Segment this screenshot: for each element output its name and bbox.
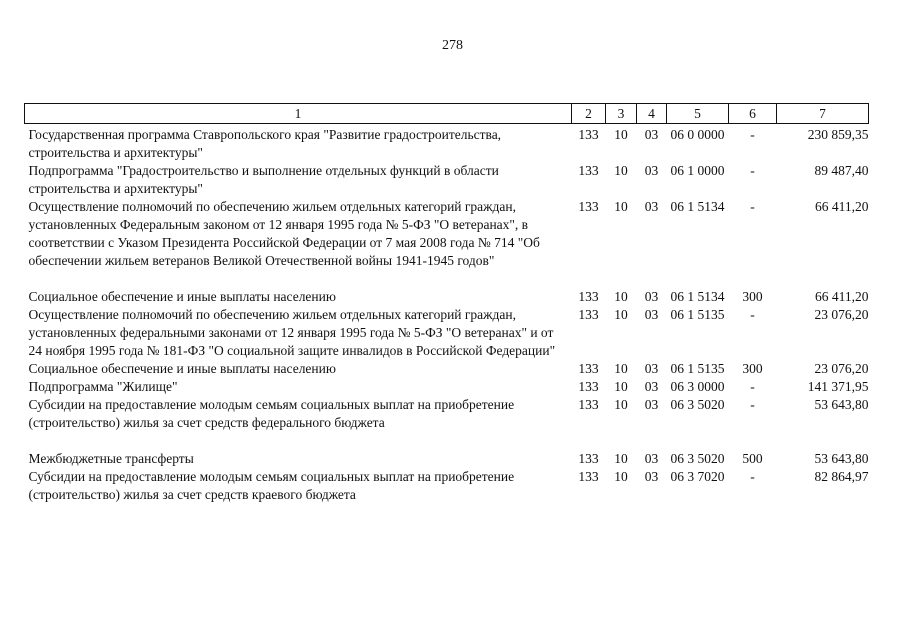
row-amount: 89 487,40 bbox=[814, 163, 869, 178]
row-code-4: 03 bbox=[644, 199, 659, 214]
row-code-2: 133 bbox=[578, 163, 599, 178]
row-code-4: 03 bbox=[644, 361, 659, 376]
row-code-6: 500 bbox=[742, 451, 763, 466]
row-code-6: 300 bbox=[742, 289, 763, 304]
row-amount: 53 643,80 bbox=[814, 451, 869, 466]
row-code-3: 10 bbox=[614, 199, 628, 214]
row-code-6: - bbox=[750, 163, 755, 178]
table-row bbox=[25, 288, 869, 306]
row-code-5: 06 3 5020 bbox=[670, 451, 725, 466]
header-col-6: 6 bbox=[729, 104, 777, 124]
row-code-3: 10 bbox=[614, 289, 628, 304]
row-code-6: - bbox=[750, 397, 755, 412]
row-code-3: 10 bbox=[614, 397, 628, 412]
row-code-3: 10 bbox=[614, 469, 628, 484]
table-row bbox=[25, 162, 869, 198]
row-code-5: 06 1 5134 bbox=[670, 199, 725, 214]
row-code-6: - bbox=[750, 127, 755, 142]
header-col-4: 4 bbox=[637, 104, 667, 124]
budget-table bbox=[24, 103, 869, 504]
row-name: Социальное обеспечение и иные выплаты населению bbox=[28, 289, 336, 304]
row-code-5: 06 3 5020 bbox=[670, 397, 725, 412]
row-code-2: 133 bbox=[578, 397, 599, 412]
row-code-4: 03 bbox=[644, 127, 659, 142]
page-number: 278 bbox=[442, 38, 463, 53]
row-code-2: 133 bbox=[578, 379, 599, 394]
row-amount: 141 371,95 bbox=[807, 379, 869, 394]
row-code-3: 10 bbox=[614, 127, 628, 142]
row-code-3: 10 bbox=[614, 379, 628, 394]
header-col-3: 3 bbox=[606, 104, 637, 124]
row-code-2: 133 bbox=[578, 451, 599, 466]
row-code-2: 133 bbox=[578, 307, 599, 322]
table-row bbox=[25, 396, 869, 450]
row-code-2: 133 bbox=[578, 127, 599, 142]
table-header-row bbox=[25, 104, 869, 124]
header-col-1: 1 bbox=[25, 104, 572, 124]
row-amount: 66 411,20 bbox=[815, 199, 869, 214]
row-code-5: 06 1 5135 bbox=[670, 361, 725, 376]
row-code-4: 03 bbox=[644, 163, 659, 178]
table-row bbox=[25, 198, 869, 288]
row-name: Субсидии на предоставление молодым семьям социальных выплат на приобретение (строительство) жилья за счет средств краевого бюджета bbox=[28, 469, 515, 502]
row-code-5: 06 1 5135 bbox=[670, 307, 725, 322]
row-name: Подпрограмма "Жилище" bbox=[28, 379, 178, 394]
row-code-6: - bbox=[750, 307, 755, 322]
table-row bbox=[25, 360, 869, 378]
row-code-6: 300 bbox=[742, 361, 763, 376]
row-code-3: 10 bbox=[614, 451, 628, 466]
row-name: Подпрограмма "Градостроительство и выполнение отдельных функций в области строительства и архитектуры" bbox=[28, 163, 499, 196]
table-row bbox=[25, 468, 869, 504]
table-row bbox=[25, 124, 869, 163]
row-code-2: 133 bbox=[578, 361, 599, 376]
row-code-4: 03 bbox=[644, 451, 659, 466]
row-amount: 66 411,20 bbox=[815, 289, 869, 304]
row-amount: 23 076,20 bbox=[814, 307, 869, 322]
row-code-5: 06 3 0000 bbox=[670, 379, 725, 394]
row-amount: 53 643,80 bbox=[814, 397, 869, 412]
row-code-6: - bbox=[750, 199, 755, 214]
row-name: Государственная программа Ставропольского края "Развитие градостроительства, строительства и архитектуры" bbox=[28, 127, 502, 160]
row-code-2: 133 bbox=[578, 199, 599, 214]
row-code-3: 10 bbox=[614, 307, 628, 322]
table-row bbox=[25, 378, 869, 396]
header-col-7: 7 bbox=[777, 104, 869, 124]
row-code-4: 03 bbox=[644, 469, 659, 484]
row-amount: 230 859,35 bbox=[807, 127, 869, 142]
row-code-5: 06 1 0000 bbox=[670, 163, 725, 178]
row-code-4: 03 bbox=[644, 397, 659, 412]
row-code-4: 03 bbox=[644, 379, 659, 394]
row-code-4: 03 bbox=[644, 289, 659, 304]
row-code-5: 06 1 5134 bbox=[670, 289, 725, 304]
row-code-6: - bbox=[750, 379, 755, 394]
row-name: Осуществление полномочий по обеспечению жильем отдельных категорий граждан, установленных федеральными законами от 12 января 1995 года № 5-ФЗ "О ветеранах" и от 24 ноября 1995 года № 181-ФЗ "О социальной защите инвалидов в Российской Федерации" bbox=[28, 307, 556, 358]
row-code-4: 03 bbox=[644, 307, 659, 322]
row-name: Социальное обеспечение и иные выплаты населению bbox=[28, 361, 336, 376]
row-name: Межбюджетные трансферты bbox=[28, 451, 194, 466]
row-code-6: - bbox=[750, 469, 755, 484]
row-amount: 82 864,97 bbox=[814, 469, 869, 484]
row-code-3: 10 bbox=[614, 163, 628, 178]
row-name: Осуществление полномочий по обеспечению жильем отдельных категорий граждан, установленных Федеральным законом от 12 января 1995 года № 5-ФЗ "О ветеранах", в соответствии с Указом Президента Российской Федерации от 7 мая 2008 года № 714 "Об обеспечении жильем ветеранов Великой Отечественной войны 1941-1945 годов" bbox=[28, 199, 540, 268]
table-row bbox=[25, 306, 869, 360]
row-code-5: 06 3 7020 bbox=[670, 469, 725, 484]
header-col-2: 2 bbox=[572, 104, 606, 124]
header-col-5: 5 bbox=[667, 104, 729, 124]
row-code-5: 06 0 0000 bbox=[670, 127, 725, 142]
row-name: Субсидии на предоставление молодым семьям социальных выплат на приобретение (строительство) жилья за счет средств федерального бюджета bbox=[28, 397, 515, 430]
row-code-2: 133 bbox=[578, 469, 599, 484]
row-code-2: 133 bbox=[578, 289, 599, 304]
row-amount: 23 076,20 bbox=[814, 361, 869, 376]
row-code-3: 10 bbox=[614, 361, 628, 376]
table-row bbox=[25, 450, 869, 468]
